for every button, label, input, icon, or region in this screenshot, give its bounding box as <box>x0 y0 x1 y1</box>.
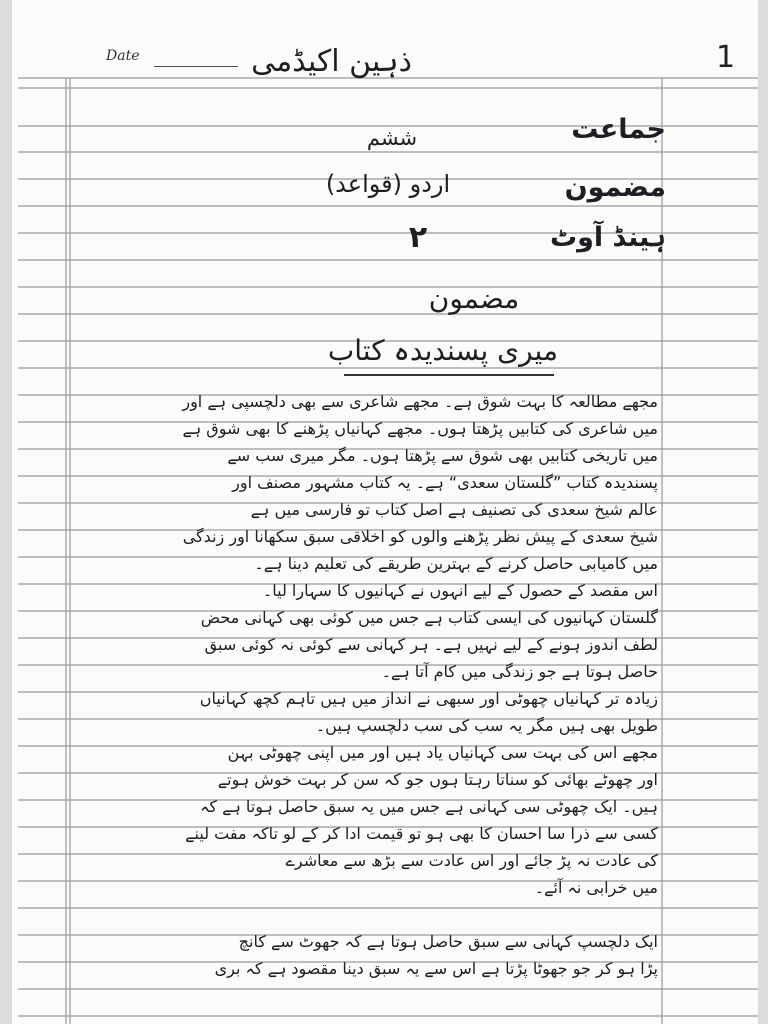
essay-line: میں شاعری کی کتابیں پڑھتا ہوں۔ مجھے کہانیاں پڑھنے کا بھی شوق ہے <box>182 419 658 438</box>
essay-line: اور چھوٹے بھائی کو سناتا رہتا ہوں جو کہ سن کر بہت خوش ہوتے <box>217 770 658 789</box>
title-underline <box>344 374 554 376</box>
class-label: جماعت <box>571 114 666 145</box>
essay-line: ہیں۔ ایک چھوٹی سی کہانی ہے جس میں یہ سبق حاصل ہوتا ہے کہ <box>199 797 658 816</box>
essay-line: شیخ سعدی کے پیش نظر پڑھنے والوں کو اخلاقی سبق سکھانا اور زندگی <box>182 527 658 546</box>
essay-line: پسندیدہ کتاب ”گلستان سعدی“ ہے۔ یہ کتاب مشہور مصنف اور <box>232 473 658 492</box>
essay-line: طویل بھی ہیں مگر یہ سب کی سب دلچسپ ہیں۔ <box>315 716 658 735</box>
essay-line: کسی سے ذرا سا احسان کا بھی ہو تو قیمت ادا کر کے لو تاکہ مفت لینے <box>185 824 658 843</box>
essay-line: اس مقصد کے حصول کے لیے انہوں نے کہانیوں کا سہارا لیا۔ <box>262 581 658 600</box>
essay-line: حاصل ہوتا ہے جو زندگی میں کام آتا ہے۔ <box>381 662 658 681</box>
essay-line: مجھے مطالعہ کا بہت شوق ہے۔ مجھے شاعری سے بھی دلچسپی ہے اور <box>182 392 658 411</box>
subject-label: مضمون <box>564 172 666 203</box>
notebook-page <box>12 0 758 1024</box>
handout-label: ہینڈ آوٹ <box>549 222 666 253</box>
essay-line: لطف اندوز ہونے کے لیے نہیں ہے۔ ہر کہانی سے کوئی نہ کوئی سبق <box>204 635 658 654</box>
essay-line: ایک دلچسپ کہانی سے سبق حاصل ہوتا ہے کہ جھوٹ سے کانچ <box>238 932 658 951</box>
essay-line: مجھے اس کی بہت سی کہانیاں یاد ہیں اور میں اپنی چھوٹی بہن <box>227 743 658 762</box>
essay-line: میں خرابی نہ آئے۔ <box>534 878 658 897</box>
essay-line: میں کامیابی حاصل کرنے کے بہترین طریقے کی تعلیم دینا ہے۔ <box>254 554 658 573</box>
class-value: ششم <box>366 126 418 150</box>
essay-line: عالم شیخ سعدی کی تصنیف ہے اصل کتاب تو فارسی میں ہے <box>250 500 658 519</box>
essay-line: کی عادت نہ پڑ جائے اور اس عادت سے بڑھ سے معاشرے <box>285 851 658 870</box>
essay-line: گلستان کہانیوں کی ایسی کتاب ہے جس میں کوئی بھی کہانی محض <box>200 608 658 627</box>
date-line <box>154 66 238 67</box>
date-label: Date <box>106 48 140 64</box>
essay-line: زیادہ تر کہانیاں چھوٹی اور سبھی نے انداز میں ہیں تاہم کچھ کہانیاں <box>199 689 658 708</box>
essay-label: مضمون <box>428 282 520 315</box>
handout-number: ۲ <box>408 220 428 255</box>
subject-value: اردو (قواعد) <box>325 170 451 198</box>
essay-title: میری پسندیدہ کتاب <box>327 334 558 367</box>
page-number: 1 <box>716 40 736 75</box>
academy-title: ذہین اکیڈمی <box>251 44 412 79</box>
essay-line: پڑا ہو کر جو جھوٹا پڑتا ہے اس سے یہ سبق دینا مقصود ہے کہ بری <box>214 959 658 978</box>
essay-line: میں تاریخی کتابیں بھی شوق سے پڑھتا ہوں۔ مگر میری سب سے <box>227 446 658 465</box>
